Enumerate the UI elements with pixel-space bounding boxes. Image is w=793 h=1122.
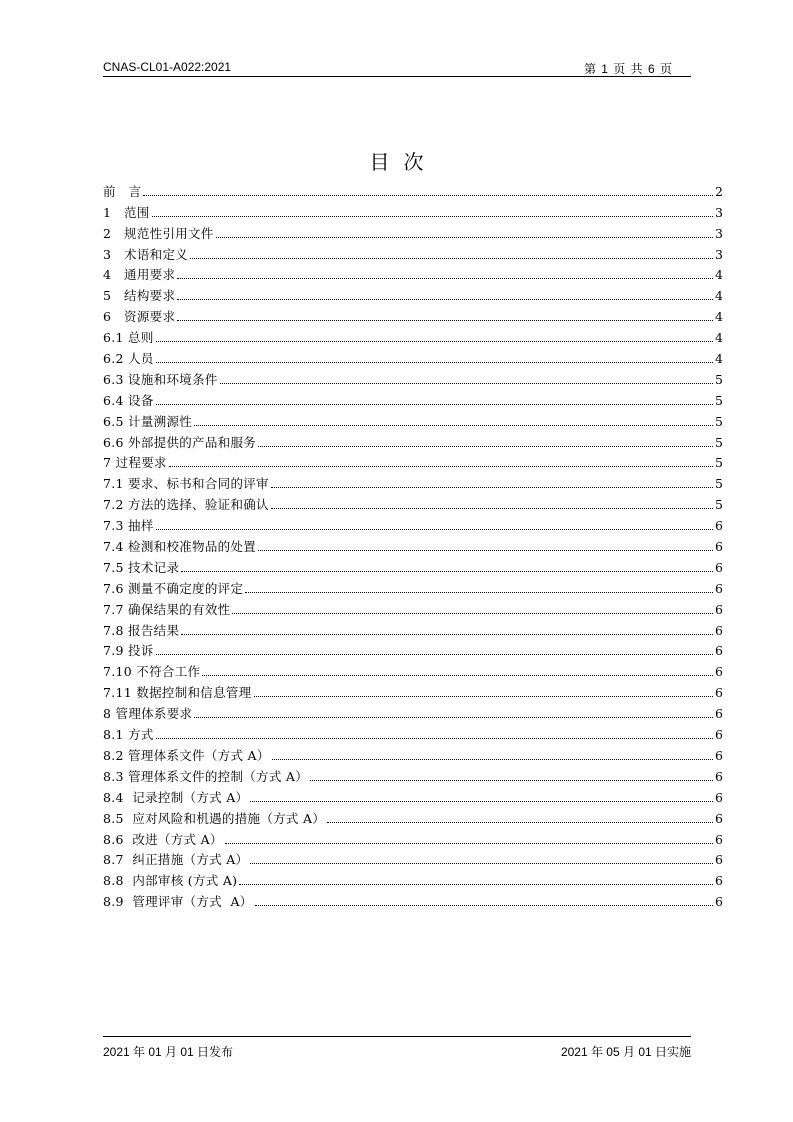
- toc-entry-page-number: 6: [715, 664, 723, 680]
- toc-entry[interactable]: [103, 366, 723, 387]
- toc-entry-page-number: 4: [715, 330, 723, 346]
- toc-entry-page-number: 3: [715, 246, 723, 262]
- toc-entry[interactable]: [103, 847, 723, 868]
- toc-entry-page-number: 6: [715, 852, 723, 868]
- toc-dot-leader: [245, 591, 713, 593]
- toc-entry[interactable]: [103, 345, 723, 366]
- toc-dot-leader: [143, 194, 713, 196]
- toc-dot-leader: [250, 862, 713, 864]
- toc-dot-leader: [156, 340, 713, 342]
- toc-entry-page-number: 5: [715, 371, 723, 387]
- page-header: [103, 58, 691, 77]
- toc-dot-leader: [152, 215, 713, 217]
- toc-dot-leader: [177, 319, 713, 321]
- toc-entry-label: 7.11 数据控制和信息管理: [103, 685, 252, 701]
- publish-date: 2021 年 01 月 01 日发布: [103, 1045, 234, 1059]
- toc-dot-leader: [169, 465, 713, 467]
- toc-entry[interactable]: [103, 408, 723, 429]
- toc-dot-leader: [156, 653, 713, 655]
- toc-entry-page-number: 6: [715, 601, 723, 617]
- toc-entry-label: 8.4 记录控制（方式 A）: [103, 789, 249, 805]
- toc-entry[interactable]: [103, 596, 723, 617]
- toc-dot-leader: [271, 486, 713, 488]
- toc-dot-leader: [177, 277, 713, 279]
- table-of-contents: [103, 178, 723, 909]
- toc-entry-page-number: 6: [715, 873, 723, 889]
- toc-entry[interactable]: [103, 262, 723, 283]
- toc-dot-leader: [156, 528, 713, 530]
- toc-entry-label: 7.1 要求、标书和合同的评审: [103, 476, 269, 492]
- toc-entry[interactable]: [103, 178, 723, 199]
- document-id: CNAS-CL01-A022:2021: [103, 60, 232, 74]
- toc-dot-leader: [194, 424, 713, 426]
- toc-entry[interactable]: [103, 742, 723, 763]
- toc-dot-leader: [177, 298, 713, 300]
- toc-entry[interactable]: [103, 512, 723, 533]
- toc-entry-label: 前 言: [103, 183, 142, 199]
- toc-dot-leader: [181, 570, 713, 572]
- toc-entry-page-number: 5: [715, 413, 723, 429]
- toc-entry-label: 6.4 设备: [103, 392, 154, 408]
- toc-dot-leader: [194, 716, 713, 718]
- toc-dot-leader: [327, 821, 713, 823]
- toc-entry[interactable]: [103, 826, 723, 847]
- toc-entry-label: 8.2 管理体系文件（方式 A）: [103, 747, 270, 763]
- toc-entry[interactable]: [103, 575, 723, 596]
- toc-entry-page-number: 5: [715, 455, 723, 471]
- toc-entry-label: 8.8 内部审核 (方式 A): [103, 873, 238, 889]
- toc-entry[interactable]: [103, 450, 723, 471]
- toc-entry-label: 7.7 确保结果的有效性: [103, 601, 231, 617]
- toc-entry-page-number: 6: [715, 747, 723, 763]
- toc-entry[interactable]: [103, 491, 723, 512]
- toc-entry-page-number: 3: [715, 204, 723, 220]
- toc-entry-page-number: 5: [715, 392, 723, 408]
- toc-dot-leader: [190, 257, 713, 259]
- toc-entry-page-number: 6: [715, 559, 723, 575]
- toc-entry-page-number: 6: [715, 894, 723, 910]
- toc-entry-page-number: 6: [715, 810, 723, 826]
- toc-dot-leader: [239, 883, 713, 885]
- toc-entry[interactable]: [103, 220, 723, 241]
- toc-dot-leader: [202, 674, 713, 676]
- toc-entry-label: 7.10 不符合工作: [103, 664, 201, 680]
- toc-entry-page-number: 6: [715, 539, 723, 555]
- toc-entry[interactable]: [103, 282, 723, 303]
- toc-entry-label: 5 结构要求: [103, 288, 176, 304]
- toc-entry-page-number: 3: [715, 225, 723, 241]
- toc-entry-label: 6 资源要求: [103, 309, 176, 325]
- toc-entry[interactable]: [103, 867, 723, 888]
- toc-entry-page-number: 6: [715, 518, 723, 534]
- toc-dot-leader: [220, 382, 713, 384]
- toc-entry-label: 8.3 管理体系文件的控制（方式 A）: [103, 768, 309, 784]
- toc-entry-label: 4 通用要求: [103, 267, 176, 283]
- toc-entry-label: 6.2 人员: [103, 351, 154, 367]
- toc-dot-leader: [250, 800, 713, 802]
- toc-entry[interactable]: [103, 617, 723, 638]
- toc-entry[interactable]: [103, 888, 723, 909]
- effective-date: 2021 年 05 月 01 日实施: [560, 1045, 691, 1059]
- toc-entry[interactable]: [103, 638, 723, 659]
- toc-entry-label: 6.6 外部提供的产品和服务: [103, 434, 257, 450]
- toc-entry[interactable]: [103, 721, 723, 742]
- toc-entry-label: 8.6 改进（方式 A）: [103, 831, 223, 847]
- toc-dot-leader: [156, 361, 713, 363]
- toc-entry-page-number: 6: [715, 706, 723, 722]
- toc-entry-label: 7 过程要求: [103, 455, 167, 471]
- toc-entry-page-number: 5: [715, 434, 723, 450]
- toc-dot-leader: [272, 758, 713, 760]
- toc-entry-label: 6.5 计量溯源性: [103, 413, 193, 429]
- toc-entry-label: 8.1 方式: [103, 727, 154, 743]
- toc-entry-page-number: 5: [715, 476, 723, 492]
- toc-entry-page-number: 4: [715, 267, 723, 283]
- toc-dot-leader: [258, 549, 713, 551]
- toc-entry-page-number: 6: [715, 768, 723, 784]
- toc-entry[interactable]: [103, 387, 723, 408]
- toc-dot-leader: [271, 507, 713, 509]
- toc-entry-page-number: 2: [715, 183, 723, 199]
- toc-entry-page-number: 4: [715, 351, 723, 367]
- toc-entry-page-number: 4: [715, 288, 723, 304]
- toc-entry-label: 7.4 检测和校准物品的处置: [103, 539, 257, 555]
- toc-entry-label: 7.3 抽样: [103, 518, 154, 534]
- toc-entry-page-number: 6: [715, 789, 723, 805]
- toc-entry-page-number: 6: [715, 580, 723, 596]
- toc-entry-page-number: 6: [715, 622, 723, 638]
- toc-title: 目次: [369, 150, 438, 174]
- toc-dot-leader: [181, 633, 713, 635]
- toc-entry-label: 8.9 管理评审（方式 A）: [103, 894, 253, 910]
- toc-entry[interactable]: [103, 679, 723, 700]
- toc-entry-label: 7.2 方法的选择、验证和确认: [103, 497, 269, 513]
- toc-entry[interactable]: [103, 241, 723, 262]
- toc-entry-label: 6.3 设施和环境条件: [103, 371, 218, 387]
- toc-entry-page-number: 5: [715, 497, 723, 513]
- toc-entry[interactable]: [103, 470, 723, 491]
- toc-entry-label: 8 管理体系要求: [103, 706, 193, 722]
- toc-entry[interactable]: [103, 324, 723, 345]
- toc-entry-label: 3 术语和定义: [103, 246, 189, 262]
- toc-entry[interactable]: [103, 199, 723, 220]
- toc-entry[interactable]: [103, 533, 723, 554]
- toc-dot-leader: [254, 695, 713, 697]
- toc-dot-leader: [310, 779, 713, 781]
- toc-entry[interactable]: [103, 700, 723, 721]
- toc-entry-page-number: 4: [715, 309, 723, 325]
- toc-entry[interactable]: [103, 429, 723, 450]
- toc-entry-label: 7.5 技术记录: [103, 559, 180, 575]
- toc-entry[interactable]: [103, 658, 723, 679]
- toc-entry-page-number: 6: [715, 685, 723, 701]
- toc-entry-label: 8.7 纠正措施（方式 A）: [103, 852, 249, 868]
- page-footer: [103, 1036, 691, 1059]
- toc-entry-label: 7.8 报告结果: [103, 622, 180, 638]
- toc-entry-page-number: 6: [715, 831, 723, 847]
- toc-entry[interactable]: [103, 554, 723, 575]
- toc-dot-leader: [225, 842, 713, 844]
- toc-dot-leader: [156, 737, 713, 739]
- toc-entry[interactable]: [103, 805, 723, 826]
- toc-dot-leader: [232, 612, 713, 614]
- page-indicator: 第 1 页 共 6 页: [583, 62, 673, 76]
- toc-entry[interactable]: [103, 303, 723, 324]
- toc-dot-leader: [216, 236, 713, 238]
- toc-entry-label: 6.1 总则: [103, 330, 154, 346]
- toc-dot-leader: [156, 403, 713, 405]
- toc-dot-leader: [255, 904, 713, 906]
- toc-entry-page-number: 6: [715, 727, 723, 743]
- toc-entry[interactable]: [103, 763, 723, 784]
- toc-entry-label: 7.6 测量不确定度的评定: [103, 580, 244, 596]
- toc-dot-leader: [258, 445, 713, 447]
- toc-entry-label: 8.5 应对风险和机遇的措施（方式 A）: [103, 810, 326, 826]
- toc-entry-label: 1 范围: [103, 204, 150, 220]
- toc-entry-page-number: 6: [715, 643, 723, 659]
- toc-entry-label: 2 规范性引用文件: [103, 225, 214, 241]
- toc-entry-label: 7.9 投诉: [103, 643, 154, 659]
- toc-entry[interactable]: [103, 784, 723, 805]
